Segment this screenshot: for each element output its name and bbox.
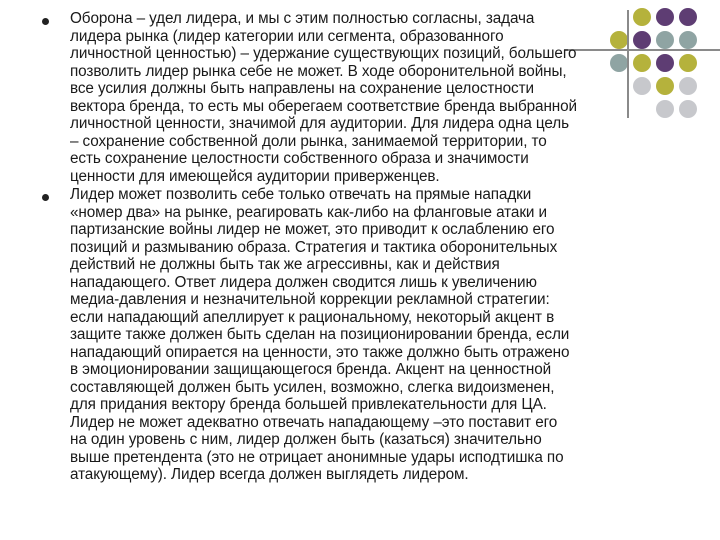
bullet-item bbox=[38, 10, 708, 185]
bullet-dot-icon bbox=[42, 18, 49, 25]
bullet-item bbox=[38, 186, 708, 484]
slide-body bbox=[38, 10, 708, 484]
bullet-text: Оборона – удел лидера, и мы с этим полностью согласны, задача лидера рынка (лидер категории или сегмента, образованного личностной ценностью) – удержание существующих позиций, большего позволить лидер рынка себе не может. В ходе оборонительной войны, все усилия должны быть направлены на сохранение целостности вектора бренда, то есть мы оберегаем соответствие бренда выбранной личностной ценности, значимой для аудитории. Для лидера одна цель – сохранение собственной доли рынка, занимаемой территории, то есть сохранение целостности собственного образа и значимости ценности для имеющейся аудитории приверженцев. bbox=[70, 10, 577, 185]
bullet-dot-icon bbox=[42, 194, 49, 201]
bullet-text: Лидер может позволить себе только отвечать на прямые нападки «номер два» на рынке, реагировать как-либо на фланговые атаки и партизанские войны лидер не может, это приводит к ослаблению его позиций и размыванию образа. Стратегия и тактика оборонительных действий не должны быть так же агрессивны, как и действия нападающего. Ответ лидера должен сводится лишь к увеличению медиа-давления и незначительной коррекции рекламной стратегии: если нападающий апеллирует к рациональному, некоторый акцент в защите также должен быть сделан на позиционировании бренда, если нападающий опирается на ценности, это также должно быть отражено в эмоционировании защищающегося бренда. Акцент на ценностной составляющей должен быть усилен, возможно, слегка видоизменен, для придания вектору бренда большей привлекательности для ЦА. Лидер не может адекватно отвечать нападающему –это поставит его на один уровень с ним, лидер должен быть (казаться) значительно выше претендента (это не отрицает анонимные удары исподтишка по атакующему). Лидер всегда должен выглядеть лидером. bbox=[70, 186, 570, 483]
